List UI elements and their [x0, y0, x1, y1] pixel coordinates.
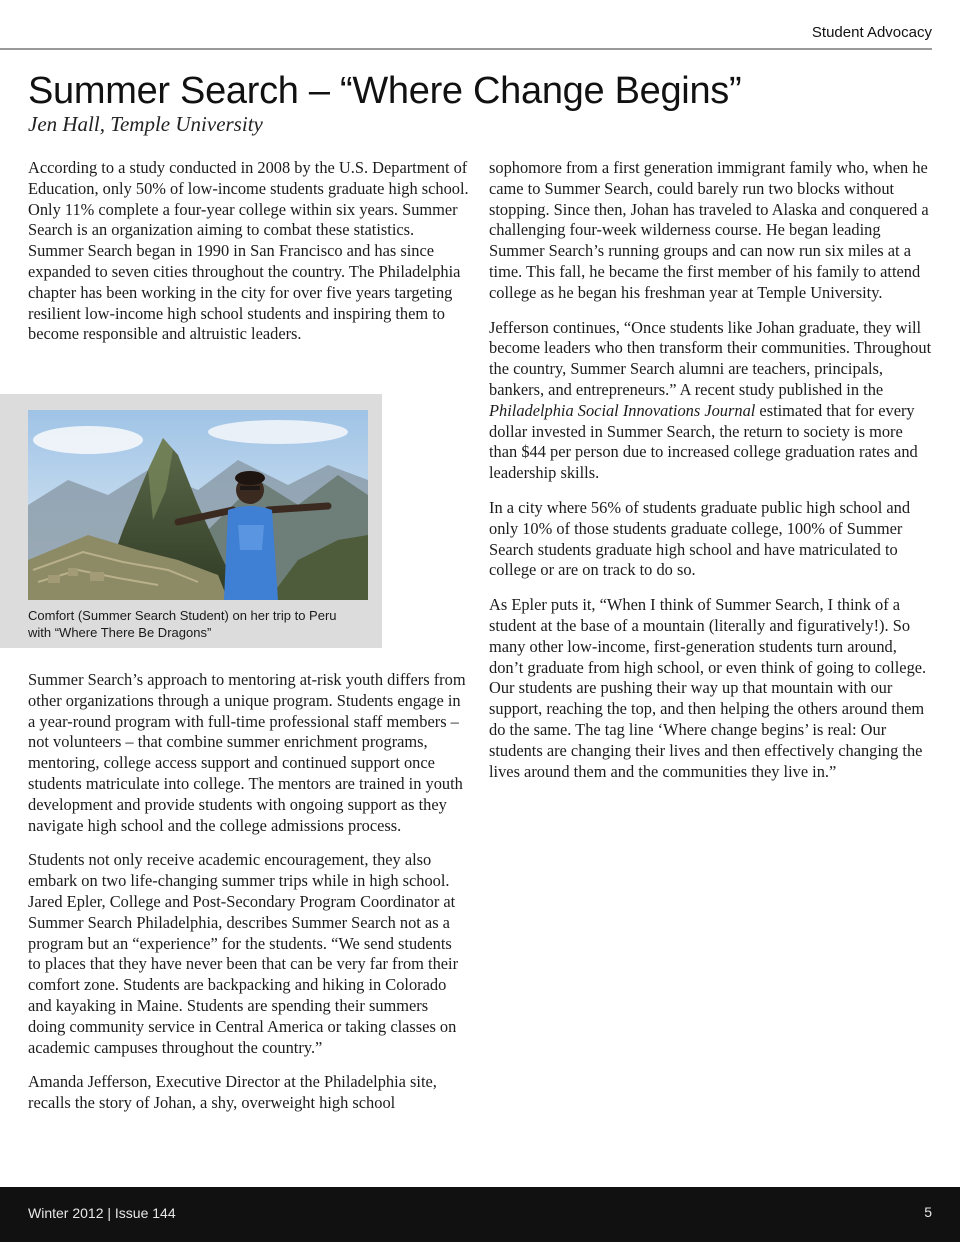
paragraph-jefferson-quote — [489, 318, 934, 484]
caption-line-2: with “Where There Be Dragons” — [28, 625, 212, 640]
paragraph-johan-story: sophomore from a first generation immigrant family who, when he came to Summer Search, could barely run two blocks without stopping. Since then, Johan has traveled to Alaska and conquered a challenging four-week wilderness course. He began leading Summer Search’s running groups and can now run six miles at a time. This fall, he became the first member of his family to attend college as he began his freshman year at Temple University. — [489, 158, 929, 302]
left-column-top — [28, 158, 472, 345]
photo-figure — [0, 394, 382, 648]
photo-caption — [28, 607, 368, 641]
right-column — [489, 158, 934, 782]
jefferson-quote-text: Jefferson continues, “Once students like Johan graduate, they will become leaders who then transform their communities. Throughout the country, Summer Search alumni are teachers, principals, bankers, and entrepreneurs.” A recent study published in the — [489, 317, 932, 399]
header-divider — [0, 48, 932, 50]
journal-title: Philadelphia Social Innovations Journal — [489, 400, 756, 420]
page-number: 5 — [924, 1204, 932, 1220]
paragraph-summer-trips: Students not only receive academic encouragement, they also embark on two life-changing summer trips while in high school. Jared Epler, College and Post-Secondary Program Coordinator at Summer Search Philadelphia, describes Summer Search not as a program but an “experience” for the students. “We send students to places that they have never been that can be very far from their comfort zone. Students are backpacking and hiking in Colorado and kayaking in Maine. Students are spending their summers doing community service in Central America or taking classes on academic campuses throughout the country.” — [28, 850, 459, 1057]
paragraph-intro: According to a study conducted in 2008 by the U.S. Department of Education, only 50% of low-income students graduate high school. Only 11% complete a four-year college within six years. Summer Search is an organization aiming to combat these statistics. Summer Search began in 1990 in San Francisco and has since expanded to seven cities throughout the country. The Philadelphia chapter has been working in the city for over five years targeting resilient low-income high school students and inspiring them to become responsible and altruistic leaders. — [28, 158, 469, 344]
paragraph-epler-quote: As Epler puts it, “When I think of Summer Search, I think of a student at the base of a mountain (literally and figuratively!). So many other low-income, first-generation students turn around, don’t graduate from high school, or even think of going to college. Our students are pushing their way up that mountain with our support, reaching the top, and then helping the others around them do the same. The tag line ‘Where change begins’ is real: Our students are changing their lives and then effectively changing the lives around them and the communities they live in.” — [489, 595, 927, 781]
paragraph-approach: Summer Search’s approach to mentoring at-risk youth differs from other organizations through a unique program. Students engage in a year-round program with full-time professional staff members – not volunteers – that combine summer enrichment programs, mentoring, college access support and continued support once students matriculate into college. The mentors are trained in youth development and provide students with ongoing support as they navigate high school and the college admissions process. — [28, 670, 466, 835]
paragraph-johan-intro: Amanda Jefferson, Executive Director at the Philadelphia site, recalls the story of Johan, a shy, overweight high school — [28, 1072, 437, 1113]
page-footer — [0, 1187, 960, 1242]
article-title: Summer Search – “Where Change Begins” — [28, 70, 742, 112]
paragraph-statistics: In a city where 56% of students graduate public high school and only 10% of those students graduate college, 100% of Summer Search students graduate high school and have matriculated to college or are on track to do so. — [489, 497, 911, 580]
machu-picchu-photo — [28, 410, 368, 600]
issue-label: Winter 2012 | Issue 144 — [28, 1205, 176, 1221]
left-column-bottom — [28, 670, 468, 1114]
section-label: Student Advocacy — [811, 24, 932, 41]
caption-line-1: Comfort (Summer Search Student) on her trip to Peru — [28, 608, 337, 623]
article-byline: Jen Hall, Temple University — [28, 112, 263, 136]
jefferson-quote-tail: estimated that for every dollar invested in Summer Search, the return to society is more than $44 per person due to increased college graduation rates and leadership skills. — [489, 400, 918, 483]
photo-illustration — [28, 410, 368, 600]
